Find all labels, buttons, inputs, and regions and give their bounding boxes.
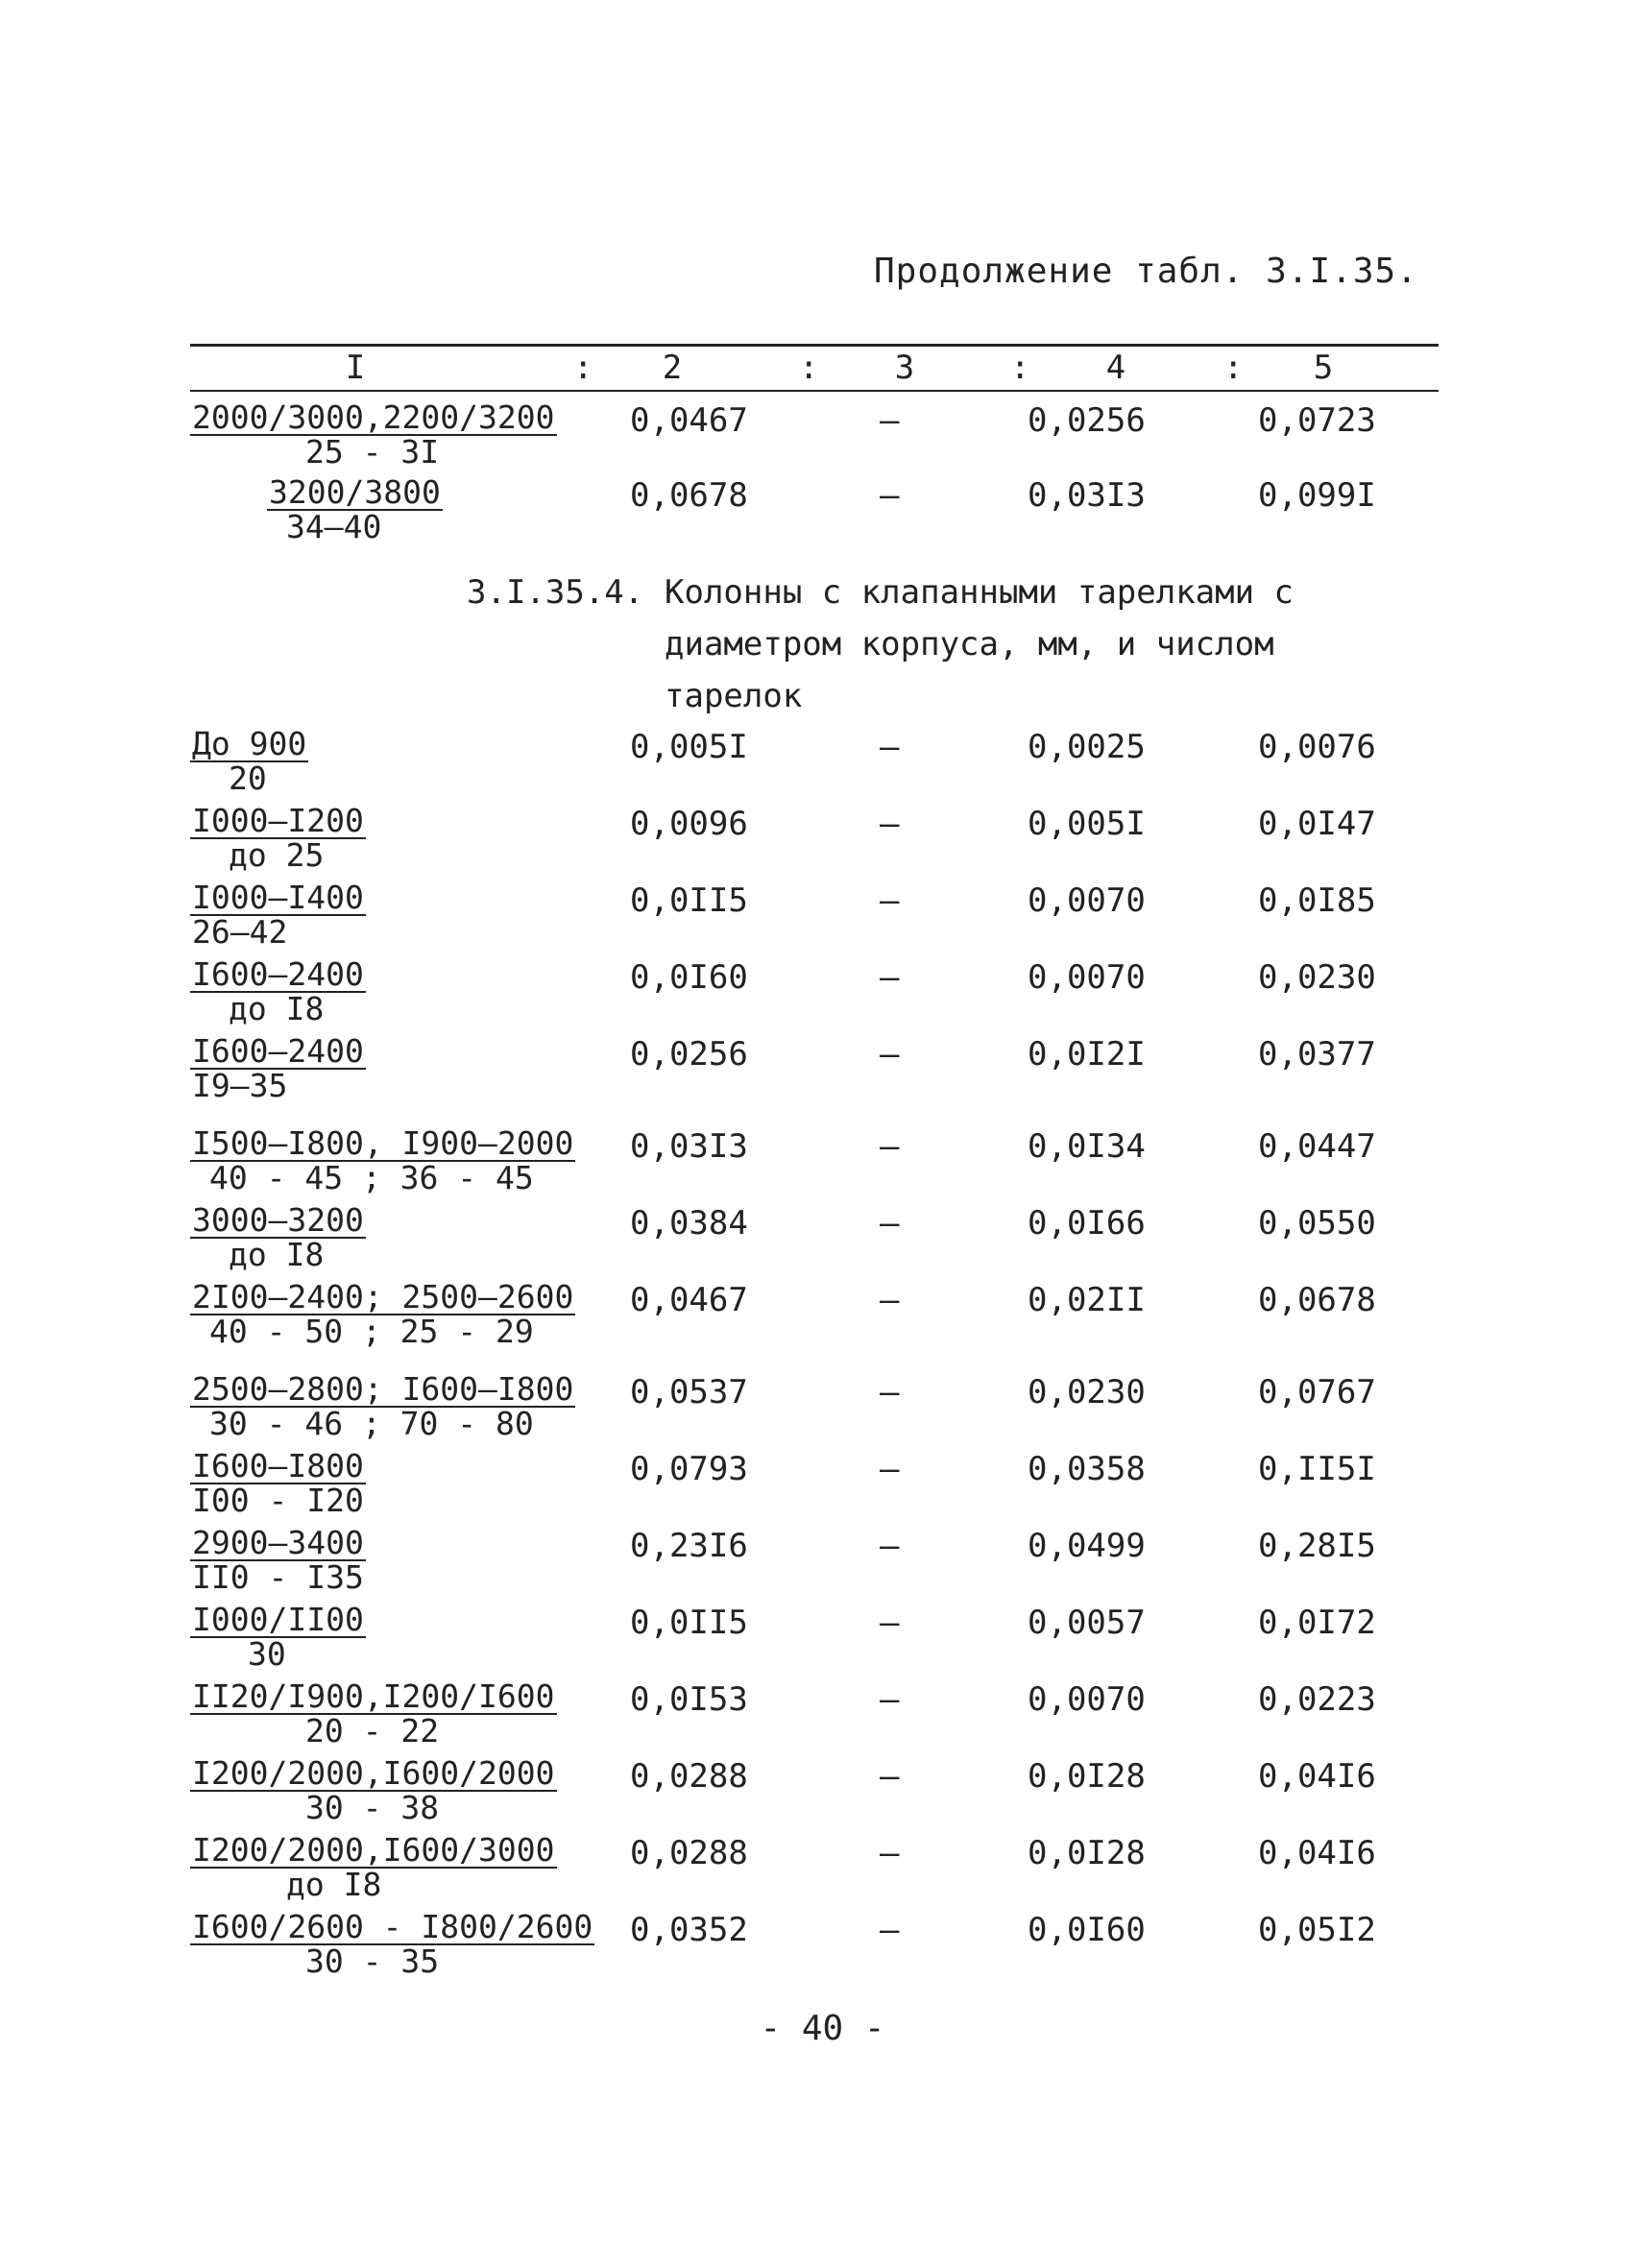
cell-col2: 0,0I53 [630, 1680, 748, 1719]
cell-col5: 0,0223 [1258, 1680, 1376, 1719]
row-label-denominator: до I8 [229, 990, 325, 1027]
cell-col4: 0,0499 [1028, 1527, 1146, 1565]
row-label-denominator: I9–35 [192, 1067, 288, 1104]
cell-col5: 0,0377 [1258, 1035, 1376, 1074]
row-label-numerator: 3000–3200 [192, 1201, 364, 1239]
section-text: Колонны с клапанными тарелками с диаметром корпуса, мм, и числом тарелок [665, 573, 1294, 715]
row-label-numerator: I500–I800, I900–2000 [192, 1124, 574, 1162]
table-row [0, 725, 1645, 801]
cell-col2: 0,005I [630, 728, 748, 766]
cell-col4: 0,0070 [1028, 958, 1146, 997]
row-label [190, 1524, 366, 1596]
column-header-3: 3 [894, 349, 915, 387]
cell-col2: 0,0II5 [630, 1604, 748, 1642]
cell-col3: – [880, 1035, 900, 1074]
table-row [0, 473, 1645, 549]
row-label-denominator: 30 - 38 [305, 1789, 440, 1826]
table-row [0, 955, 1645, 1031]
cell-col5: 0,0723 [1258, 401, 1376, 440]
table-row [0, 1124, 1645, 1200]
cell-col3: – [880, 1373, 900, 1411]
row-label-denominator: 30 - 35 [305, 1942, 440, 1980]
cell-col5: 0,0230 [1258, 958, 1376, 997]
row-label-denominator: 30 - 46 ; 70 - 80 [209, 1405, 534, 1442]
cell-col2: 0,0352 [630, 1911, 748, 1949]
cell-col5: 0,0767 [1258, 1373, 1376, 1411]
cell-col2: 0,0793 [630, 1450, 748, 1488]
cell-col2: 0,03I3 [630, 1127, 748, 1166]
cell-col3: – [880, 1204, 900, 1243]
table-row [0, 1601, 1645, 1677]
row-label-denominator: до I8 [286, 1866, 382, 1903]
row-label-numerator: I200/2000,I600/2000 [192, 1754, 555, 1792]
cell-col3: – [880, 881, 900, 920]
cell-col4: 0,005I [1028, 805, 1146, 843]
row-label-denominator: 40 - 50 ; 25 - 29 [209, 1313, 534, 1350]
table-row [0, 802, 1645, 878]
row-label [190, 1677, 557, 1749]
table-row [0, 1524, 1645, 1600]
cell-col5: 0,099I [1258, 476, 1376, 515]
cell-col4: 0,0I28 [1028, 1757, 1146, 1796]
cell-col5: 0,05I2 [1258, 1911, 1376, 1949]
cell-col3: – [880, 401, 900, 440]
row-label [190, 1201, 366, 1273]
row-label-numerator: I200/2000,I600/3000 [192, 1831, 555, 1869]
row-label-denominator: 40 - 45 ; 36 - 45 [209, 1159, 534, 1196]
row-label [190, 1124, 575, 1196]
cell-col2: 0,23I6 [630, 1527, 748, 1565]
column-header-2: 2 [662, 349, 683, 387]
cell-col2: 0,0288 [630, 1834, 748, 1872]
cell-col3: – [880, 1757, 900, 1796]
cell-col5: 0,04I6 [1258, 1834, 1376, 1872]
cell-col3: – [880, 1604, 900, 1642]
row-label-numerator: I600–2400 [192, 1032, 364, 1070]
cell-col4: 0,0025 [1028, 728, 1146, 766]
row-label-numerator: II20/I900,I200/I600 [192, 1677, 555, 1715]
row-label-numerator: I600/2600 - I800/2600 [192, 1908, 593, 1945]
table-row [0, 1278, 1645, 1354]
row-label-denominator: до I8 [229, 1236, 325, 1273]
table-row [0, 1370, 1645, 1446]
row-label-denominator: 25 - 3I [305, 433, 440, 470]
cell-col3: – [880, 1834, 900, 1872]
row-label [267, 473, 443, 545]
row-label [190, 1370, 575, 1442]
cell-col5: 0,0447 [1258, 1127, 1376, 1166]
table-header-rule [190, 390, 1439, 392]
row-label [190, 1601, 366, 1673]
cell-col5: 0,II5I [1258, 1450, 1376, 1488]
table-row [0, 1201, 1645, 1277]
cell-col2: 0,0384 [630, 1204, 748, 1243]
cell-col5: 0,28I5 [1258, 1527, 1376, 1565]
cell-col4: 0,0057 [1028, 1604, 1146, 1642]
row-label-numerator: I600–I800 [192, 1447, 364, 1484]
row-label-denominator: I00 - I20 [192, 1482, 364, 1519]
cell-col3: – [880, 805, 900, 843]
row-label [190, 1032, 366, 1104]
table-row [0, 1032, 1645, 1108]
page-number: - 40 - [760, 2009, 885, 2048]
cell-col5: 0,0678 [1258, 1281, 1376, 1319]
cell-col5: 0,0I72 [1258, 1604, 1376, 1642]
cell-col3: – [880, 1281, 900, 1319]
cell-col5: 0,0I47 [1258, 805, 1376, 843]
cell-col4: 0,0I60 [1028, 1911, 1146, 1949]
cell-col3: – [880, 1911, 900, 1949]
cell-col4: 0,0358 [1028, 1450, 1146, 1488]
section-number: 3.I.35.4. [467, 573, 644, 612]
cell-col2: 0,0678 [630, 476, 748, 515]
cell-col3: – [880, 1527, 900, 1565]
cell-col3: – [880, 958, 900, 997]
table-row [0, 1908, 1645, 1984]
table-row [0, 1447, 1645, 1523]
cell-col2: 0,0096 [630, 805, 748, 843]
cell-col4: 0,0I34 [1028, 1127, 1146, 1166]
column-header-1: I [345, 349, 366, 387]
cell-col3: – [880, 1127, 900, 1166]
row-label [190, 1447, 366, 1519]
cell-col4: 0,0I28 [1028, 1834, 1146, 1872]
row-label-denominator: до 25 [229, 836, 325, 874]
cell-col3: – [880, 1680, 900, 1719]
row-label [190, 879, 366, 951]
cell-col3: – [880, 1450, 900, 1488]
column-header-4: 4 [1105, 349, 1126, 387]
row-label-numerator: 2500–2800; I600–I800 [192, 1370, 574, 1408]
column-separator: : [1223, 349, 1244, 387]
table-row [0, 398, 1645, 474]
column-header-5: 5 [1313, 349, 1334, 387]
row-label-denominator: 26–42 [192, 913, 288, 951]
row-label-numerator: I000–I200 [192, 802, 364, 839]
row-label-numerator: I000/II00 [192, 1601, 364, 1638]
table-top-rule [190, 344, 1439, 347]
cell-col4: 0,02II [1028, 1281, 1146, 1319]
cell-col4: 0,0070 [1028, 1680, 1146, 1719]
row-label [190, 1754, 557, 1826]
table-row [0, 1831, 1645, 1907]
row-label-numerator: 2000/3000,2200/3200 [192, 398, 555, 436]
row-label-denominator: 20 - 22 [305, 1712, 440, 1749]
cell-col2: 0,0467 [630, 1281, 748, 1319]
cell-col4: 0,0I2I [1028, 1035, 1146, 1074]
row-label [190, 1908, 594, 1980]
row-label-denominator: 30 [248, 1635, 286, 1673]
row-label [190, 802, 366, 874]
cell-col2: 0,0537 [630, 1373, 748, 1411]
cell-col2: 0,0I60 [630, 958, 748, 997]
table-row [0, 881, 1645, 954]
cell-col2: 0,0II5 [630, 881, 748, 920]
cell-col4: 0,0230 [1028, 1373, 1146, 1411]
row-label [190, 725, 308, 797]
column-separator: : [799, 349, 819, 387]
row-label-denominator: 34–40 [286, 508, 382, 545]
row-label-numerator: 2900–3400 [192, 1524, 364, 1561]
column-separator: : [1010, 349, 1030, 387]
cell-col3: – [880, 728, 900, 766]
row-label [190, 1278, 575, 1350]
cell-col2: 0,0288 [630, 1757, 748, 1796]
row-label-denominator: 20 [229, 760, 267, 797]
cell-col4: 0,03I3 [1028, 476, 1146, 515]
cell-col2: 0,0467 [630, 401, 748, 440]
row-label-numerator: I000–I400 [192, 879, 364, 916]
cell-col2: 0,0256 [630, 1035, 748, 1074]
row-label-denominator: II0 - I35 [192, 1558, 364, 1596]
row-label-numerator: 2I00–2400; 2500–2600 [192, 1278, 574, 1315]
table-caption: Продолжение табл. 3.I.35. [874, 252, 1418, 291]
cell-col4: 0,0070 [1028, 881, 1146, 920]
cell-col5: 0,0550 [1258, 1204, 1376, 1243]
table-row [0, 1677, 1645, 1753]
table-row [0, 1754, 1645, 1830]
cell-col3: – [880, 476, 900, 515]
column-separator: : [573, 349, 593, 387]
row-label-numerator: I600–2400 [192, 955, 364, 993]
cell-col5: 0,04I6 [1258, 1757, 1376, 1796]
row-label-numerator: До 900 [192, 725, 307, 762]
cell-col4: 0,0256 [1028, 401, 1146, 440]
row-label [190, 1831, 557, 1903]
row-label-numerator: 3200/3800 [269, 473, 441, 511]
row-label [190, 398, 557, 470]
cell-col5: 0,0076 [1258, 728, 1376, 766]
cell-col4: 0,0I66 [1028, 1204, 1146, 1243]
cell-col5: 0,0I85 [1258, 881, 1376, 920]
row-label [190, 955, 366, 1027]
